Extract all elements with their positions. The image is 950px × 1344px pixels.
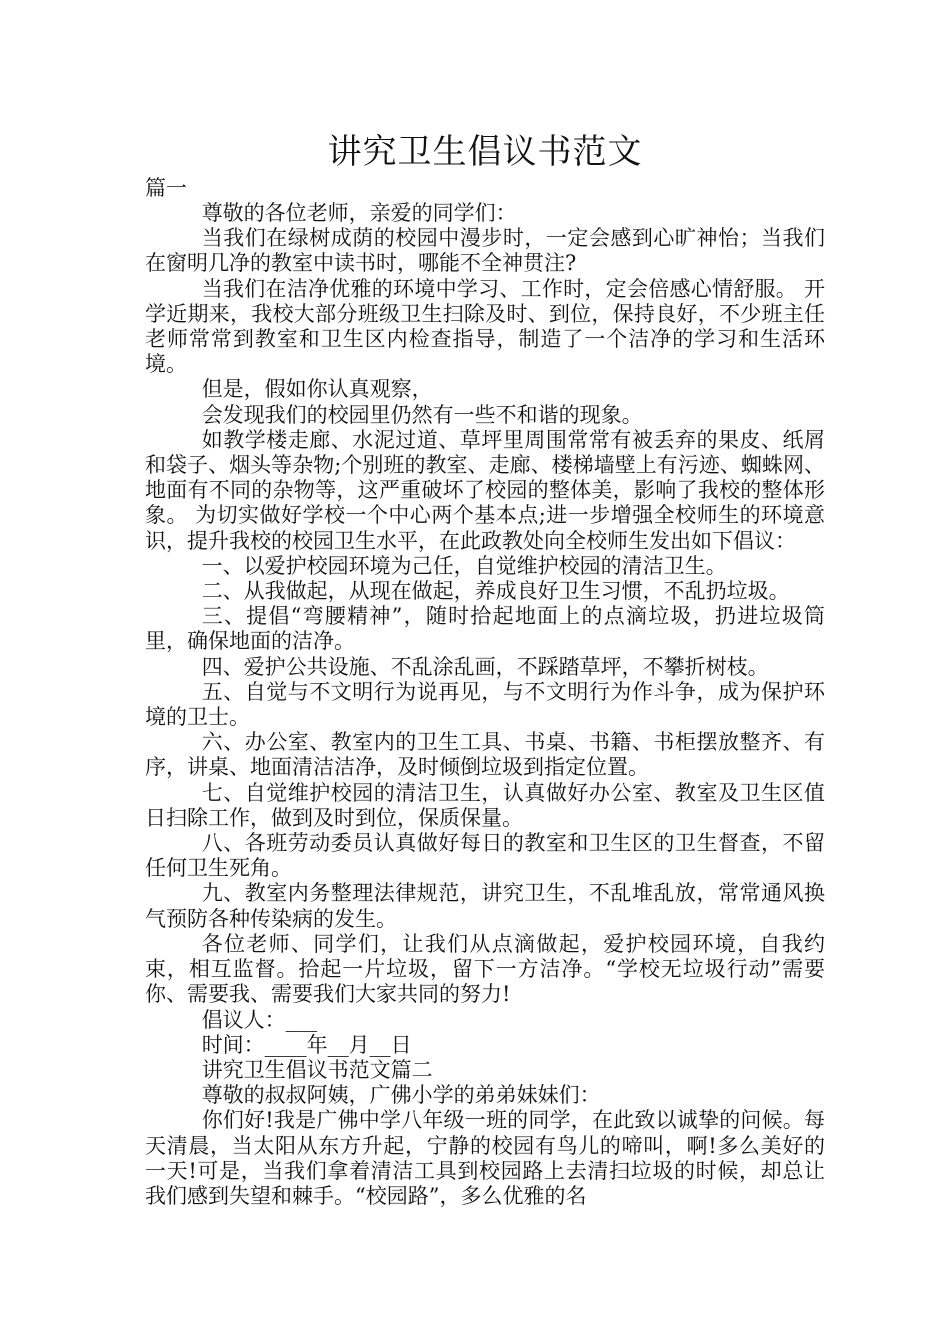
paragraph-closing: 各位老师、同学们，让我们从点滴做起，爱护校园环境，自我约束，相互监督。拾起一片垃圾，留下一方洁净。“学校无垃圾行动”需要你、需要我、需要我们大家共同的努力! [145, 931, 825, 1007]
document-title: 讲究卫生倡议书范文 [327, 132, 643, 172]
date-line: 时间：____年__月__日 [201, 1032, 412, 1057]
proposer-line: 倡议人：___ [201, 1007, 318, 1032]
proposal-item-7: 七、自觉维护校园的清洁卫生，认真做好办公室、教室及卫生区值日扫除工作，做到及时到位，保质保量。 [145, 780, 825, 830]
proposal-item-9: 九、教室内务整理法律规范，讲究卫生，不乱堆乱放，常常通风换气预防各种传染病的发生。 [145, 881, 825, 931]
paragraph-greeting-two: 尊敬的叔叔阿姨，广佛小学的弟弟妹妹们： [201, 1083, 601, 1108]
proposal-item-8: 八、各班劳动委员认真做好每日的教室和卫生区的卫生督查，不留任何卫生死角。 [145, 831, 825, 881]
proposal-item-3: 三、提倡“弯腰精神”，随时拾起地面上的点滴垃圾，扔进垃圾筒里，确保地面的洁净。 [145, 604, 825, 654]
paragraph: 但是，假如你认真观察， [201, 377, 433, 402]
proposal-item-1: 一、以爱护校园环境为己任，自觉维护校园的清洁卫生。 [201, 553, 727, 578]
document-page [145, 128, 825, 1209]
paragraph: 当我们在绿树成荫的校园中漫步时，一定会感到心旷神怡；当我们在窗明几净的教室中读书时，哪能不全神贯注? [145, 226, 825, 276]
paragraph: 当我们在洁净优雅的环境中学习、工作时，定会倍感心情舒服。 开学近期来，我校大部分班级卫生扫除及时、到位，保持良好，不少班主任老师常常到教室和卫生区内检查指导，制造了一个洁净的学习和生活环境。 [145, 276, 825, 377]
section-label: 篇一 [145, 176, 187, 200]
paragraph: 你们好!我是广佛中学八年级一班的同学，在此致以诚挚的问候。每天清晨，当太阳从东方升起，宁静的校园有鸟儿的啼叫，啊!多么美好的一天!可是，当我们拿着清洁工具到校园路上去清扫垃圾的时候，却总让我们感到失望和棘手。“校园路”，多么优雅的名 [145, 1108, 825, 1208]
paragraph: 如教学楼走廊、水泥过道、草坪里周围常常有被丢弃的果皮、纸屑和袋子、烟头等杂物;个别班的教室、走廊、楼梯墙壁上有污迹、蜘蛛网、地面有不同的杂物等，这严重破坏了校园的整体美，影响了我校的整体形象。 为切实做好学校一个中心两个基本点;进一步增强全校师生的环境意识，提升我校的校园卫生水平，在此政教处向全校师生发出如下倡议： [145, 427, 825, 553]
proposal-item-5: 五、自觉与不文明行为说再见，与不文明行为作斗争，成为保护环境的卫士。 [145, 679, 825, 730]
section-two-heading: 讲究卫生倡议书范文篇二 [201, 1057, 433, 1082]
proposal-item-6: 六、办公室、教室内的卫生工具、书桌、书籍、书柜摆放整齐、有序，讲桌、地面清洁洁净，及时倾倒垃圾到指定位置。 [145, 730, 825, 780]
paragraph: 会发现我们的校园里仍然有一些不和谐的现象。 [201, 402, 643, 427]
proposal-item-2: 二、从我做起，从现在做起，养成良好卫生习惯，不乱扔垃圾。 [201, 579, 790, 604]
proposal-item-4: 四、爱护公共设施、不乱涂乱画，不踩踏草坪，不攀折树枝。 [201, 654, 769, 679]
paragraph-greeting: 尊敬的各位老师，亲爱的同学们： [201, 201, 517, 225]
